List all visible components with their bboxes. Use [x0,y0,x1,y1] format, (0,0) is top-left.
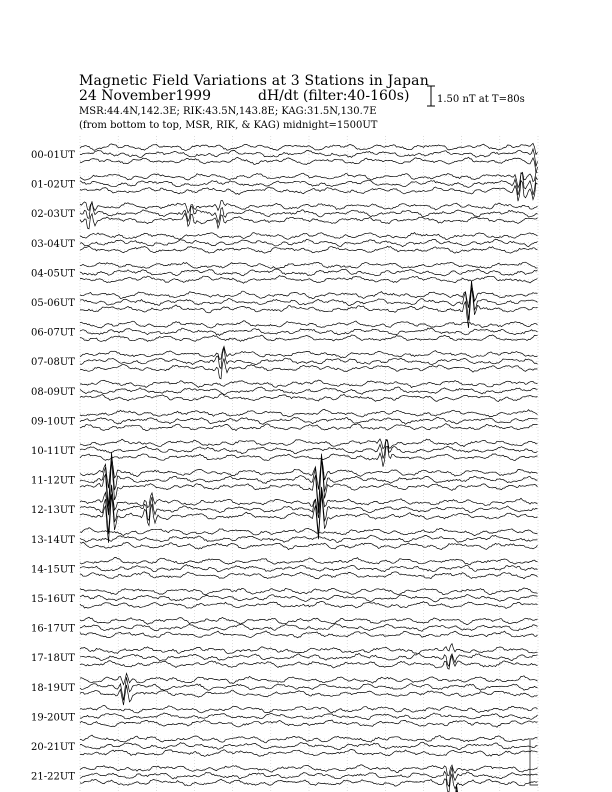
row-label-05-06UT: 05-06UT [31,298,75,309]
trace-22-23UT-KAG [80,786,538,792]
chart-title: Magnetic Field Variations at 3 Stations in Japan [79,73,429,89]
row-label-14-15UT: 14-15UT [31,564,75,576]
trace-15-16UT-KAG [80,588,538,595]
trace-21-22UT-MSR [80,774,538,792]
row-label-09-10UT: 09-10UT [31,416,75,428]
trace-00-01UT-MSR [80,157,538,173]
row-label-07-08UT: 07-08UT [31,357,75,369]
row-label-20-21UT: 20-21UT [31,742,75,753]
trace-16-17UT-KAG [80,617,538,625]
scale-label: 1.50 nT at T=80s [437,94,525,105]
row-label-17-18UT: 17-18UT [31,653,75,665]
station-coordinates: MSR:44.4N,142.3E; RIK:43.5N,143.8E; KAG:31.5N,130.7E [79,106,377,117]
row-label-13-14UT: 13-14UT [31,534,75,546]
chart-filter: dH/dt (filter:40-160s) [258,88,410,104]
trace-12-13UT-RIK [80,485,538,535]
row-label-19-20UT: 19-20UT [31,712,75,724]
row-label-06-07UT: 06-07UT [31,327,75,339]
row-label-04-05UT: 04-05UT [31,268,75,280]
row-label-01-02UT: 01-02UT [31,179,75,191]
station-order-note: (from bottom to top, MSR, RIK, & KAG) midnight=1500UT [79,120,378,131]
row-label-15-16UT: 15-16UT [31,594,75,605]
trace-10-11UT-KAG [80,439,538,449]
row-labels [31,150,75,792]
row-label-00-01UT: 00-01UT [31,150,75,161]
row-label-18-19UT: 18-19UT [31,682,75,694]
row-label-10-11UT: 10-11UT [31,446,75,457]
row-label-02-03UT: 02-03UT [31,209,75,221]
row-label-21-22UT: 21-22UT [31,771,75,783]
row-label-12-13UT: 12-13UT [31,505,75,517]
row-label-16-17UT: 16-17UT [31,623,75,635]
row-label-11-12UT: 11-12UT [31,475,75,487]
trace-01-02UT-KAG [80,172,538,188]
trace-01-02UT-RIK [80,173,538,195]
row-label-03-04UT: 03-04UT [31,238,75,250]
row-label-08-09UT: 08-09UT [31,386,75,398]
trace-14-15UT-KAG [80,557,538,564]
chart-date: 24 November1999 [79,88,211,104]
